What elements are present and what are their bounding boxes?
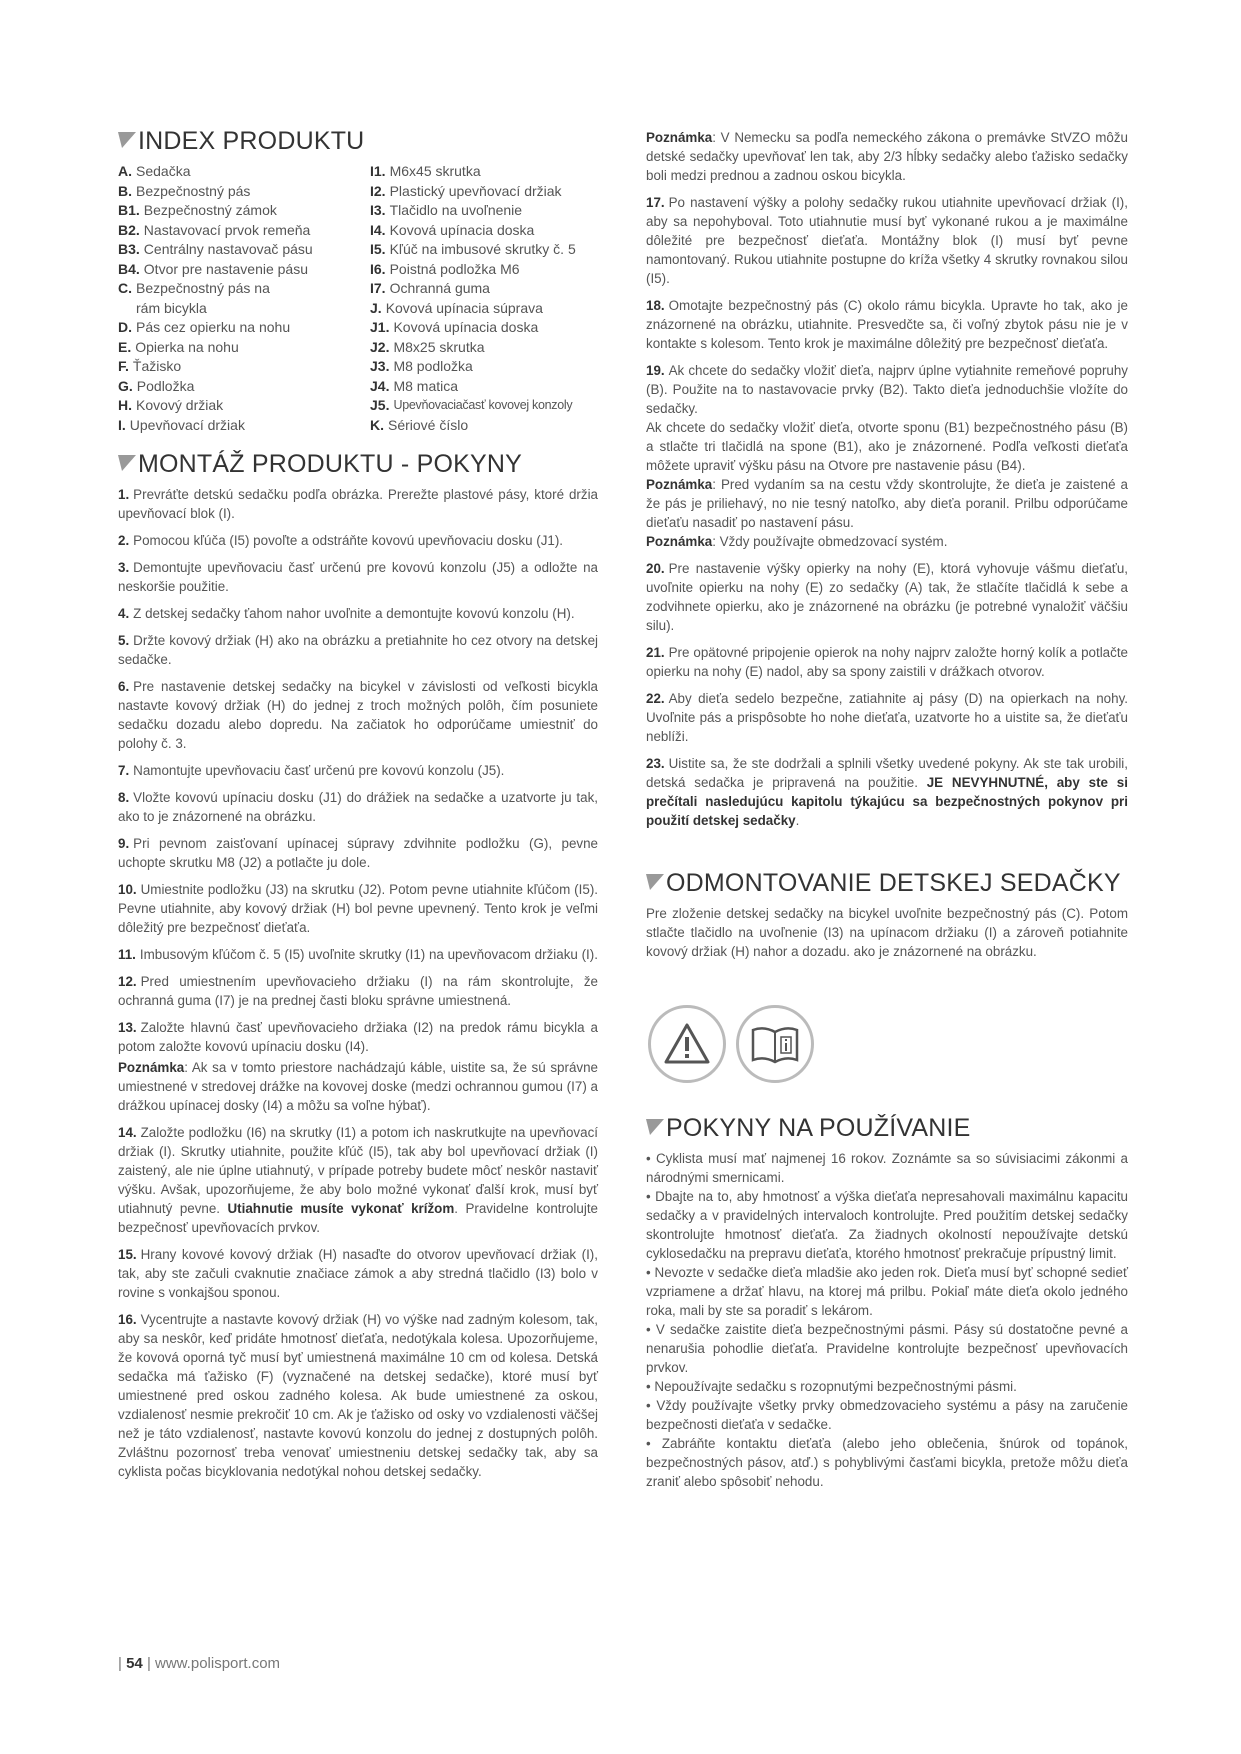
removal-heading: ODMONTOVANIE DETSKEJ SEDAČKY [646,868,1128,898]
index-entry: F. Ťažisko [118,358,182,374]
index-entry: B1. Bezpečnostný zámok [118,202,277,218]
step-21: 21. Pre opätovné pripojenie opierok na nohy najprv založte horný kolík a potlačte opierku na nohy (E) nadol, aby sa spony zaistili v drážkach otvorov. [646,645,1128,679]
index-entry: A. Sedačka [118,163,191,179]
index-entry: I. Upevňovací držiak [118,416,245,433]
step-18: 18. Omotajte bezpečnostný pás (C) okolo rámu bicykla. Upravte ho tak, ako je znázornené na obrázku, utiahnite. Presvedčte sa, či voľný zbytok pásu nie je v kontakte s kolesom. Tento krok je maximálne dôležitý pre bezpečnosť dieťaťa. [646,298,1128,351]
index-entry: J. Kovová upínacia súprava [370,299,543,316]
assembly-step: 5. Držte kovový držiak (H) ako na obrázku a pretiahnite ho cez otvory na detskej sedačke. [118,633,598,667]
assembly-steps [118,485,598,1056]
assembly-step: 9. Pri pevnom zaisťovaní upínacej súpravy zdvihnite podložku (G), pevne uchopte skrutku M8 (J2) a potlačte ju dole. [118,836,598,870]
index-entry: I1. M6x45 skrutka [370,163,481,179]
index-entry: B2. Nastavovací prvok remeňa [118,221,311,238]
footer: | 54 | www.polisport.com [118,1655,281,1672]
step-16: 16. Vycentrujte a nastavte kovový držiak (H) vo výške nad zadným kolesom, tak, aby sa neskôr, keď pridáte hmotnosť dieťaťa, nedotýkala kolesa. Upozorňujeme, že kovová oporná tyč musí byť umiestnená maximálne 10 cm od kolesa. Detská sedačka má ťažisko (F) (vyznačené na detskej sedačke), ktoré musí byť umiestnené pred oskou zadného kolesa. Ak bude umiestnené za oskou, vzdialenosť nesmie prekročiť 10 cm. Ak je ťažisko od osky vo vzdialenosti väčšej než je táto vzdialenosť, nastavte kovovú konzolu do jednej z dostupných polôh. Zvláštnu pozornosť treba venovať umiestneniu detskej sedačky tak, aby sa cyklista počas bicyklovania nedotýkal nohou detskej sedačky. [118,1312,598,1479]
index-entry: D. Pás cez opierku na nohu [118,319,291,335]
assembly-step: 3. Demontujte upevňovaciu časť určenú pre kovovú konzolu (J5) a odložte na neskoršie použitie. [118,560,598,594]
usage-item: • Nevozte v sedačke dieťa mladšie ako jeden rok. Dieťa musí byť schopné sedieť vzpriamene a držať hlavu, na ktorej má prilbu. Pokiaľ máte dieťa okolo jedného roka, mali by ste sa poradiť s lekárom. [646,1265,1128,1318]
usage-item: • Cyklista musí mať najmenej 16 rokov. Zoznámte sa so súvisiacimi zákonmi a národnými smernicami. [646,1151,1128,1185]
assembly-step: 4. Z detskej sedačky ťahom nahor uvoľnite a demontujte kovovú konzolu (H). [118,606,575,621]
step-17: 17. Po nastavení výšky a polohy sedačky rukou utiahnite upevňovací držiak (I), aby sa nepohyboval. Toto utiahnutie musí byť vykonané rukou a je maximálne dôležité pre bezpečnosť dieťaťa. Montážny blok (I) musí byť pevne namontovaný. Rukou utiahnite postupne do kríža všetky 4 skrutky rovnakou silou (I5). [646,195,1128,286]
index-entry: J5. Upevňovaciačasť kovovej konzoly [370,397,573,413]
index-entry: I3. Tlačidlo na uvoľnenie [370,202,523,218]
index-entry: I5. Kľúč na imbusové skrutky č. 5 [370,241,576,257]
page-number: 54 [126,1655,143,1672]
assembly-step: 10. Umiestnite podložku (J3) na skrutku (J2). Potom pevne utiahnite kľúčom (I5). Pevne utiahnite, aby kovový držiak (H) bol pevne upevnený. Tento krok je veľmi dôležitý pre bezpečnosť dieťaťa. [118,882,598,935]
read-manual-icon [736,1005,814,1083]
assembly-heading: MONTÁŽ PRODUKTU - POKYNY [118,449,598,479]
step-19-detail: Ak chcete do sedačky vložiť dieťa, otvorte sponu (B1) bezpečnostného pásu (B) a stlačte tri tlačidlá na spone (B1), ako je znázornené. Podľa veľkosti dieťaťa môžete upraviť výšku pásu na Otvore pre nastavenie pásu (B4). [646,420,1128,473]
index-entry: B3. Centrálny nastavovač pásu [118,241,313,257]
note-germany: Poznámka: V Nemecku sa podľa nemeckého zákona o premávke StVZO môžu detské sedačky upevňovať len tak, aby 2/3 hĺbky sedačky alebo ťažisko sedačky boli medzi prednou a zadnou oskou bicykla. [646,130,1128,183]
step-23: 23. Uistite sa, že ste dodržali a splnili všetky uvedené pokyny. Ak ste tak urobili, detská sedačka je pripravená na použitie. JE NEVYHNUTNÉ, aby ste si prečítali nasledujúcu kapitolu týkajúcu sa bezpečnostných pokynov pri použití detskej sedačky. [646,756,1128,828]
index-entry: B4. Otvor pre nastavenie pásu [118,260,309,277]
usage-item: • Vždy používajte všetky prvky obmedzovacieho systému a pásy na zaručenie bezpečnosti dieťaťa v sedačke. [646,1398,1128,1432]
usage-list [646,1149,1128,1491]
index-entry: J3. M8 podložka [370,358,473,374]
index-entry: J2. M8x25 skrutka [370,338,485,355]
assembly-step: 2. Pomocou kľúča (I5) povoľte a odstráňte kovovú upevňovaciu dosku (J1). [118,533,564,548]
index-entry: B. Bezpečnostný pás [118,182,251,199]
left-column [118,126,598,1489]
index-entry: I6. Poistná podložka M6 [370,260,520,277]
step-15: 15. Hrany kovové kovový držiak (H) nasaďte do otvorov upevňovací držiak (I), tak, aby ste začuli cvaknutie značiace zámok a aby stredná tlačidlo (I3) bolo v rovine s vonkajšou sponou. [118,1247,598,1300]
index-entry: C. Bezpečnostný pás na rám bicykla [118,280,270,316]
assembly-step: 6. Pre nastavenie detskej sedačky na bicykel v závislosti od veľkosti bicykla nastavte kovový držiak (H) do jednej z troch možných polôh, čím posuniete sedačku dozadu alebo dopredu. Na začiatok ho odporúčame umiestniť do polohy č. 3. [118,679,598,751]
usage-heading: POKYNY NA POUŽÍVANIE [646,1113,1128,1143]
index-column-2 [370,162,598,435]
step-19: 19. Ak chcete do sedačky vložiť dieťa, najprv úplne vytiahnite remeňové popruhy (B). Použite na to nastavovacie prvky (B2). Takto dieťa jednoduchšie vložíte do sedačky. [646,363,1128,416]
pictogram-row [648,1005,1128,1083]
step-14: 14. Založte podložku (I6) na skrutky (I1) a potom ich naskrutkujte na upevňovací držiak (I). Skrutky utiahnite, použite kľúč (I5), tak aby bol upevňovací držiak (I) zaistený, ale nie úplne utiahnutý, v prípade potreby budete môcť neskôr nastaviť výšku. Avšak, upozorňujeme, že aby bolo možné vykonať ďalší krok, musí byť utiahnutý pevne. Utiahnutie musíte vykonať krížom. Pravidelne kontrolujte bezpečnosť upevňovacích prvkov. [118,1125,598,1235]
note-19b: Poznámka: Vždy používajte obmedzovací systém. [646,534,948,549]
right-column [646,128,1128,1491]
assembly-step: 8. Vložte kovovú upínaciu dosku (J1) do drážiek na sedačke a uzatvorte ju tak, ako to je znázornené na obrázku. [118,790,598,824]
removal-text: Pre zloženie detskej sedačky na bicykel uvoľnite bezpečnostný pás (C). Potom stlačte tlačidlo na uvoľnenie (I3) na upínacom držiaku (I) a zároveň potiahnite kovový držiak (H) nahor a dozadu. ako je znázornené na obrázku. [646,906,1128,959]
assembly-step: 13. Založte hlavnú časť upevňovacieho držiaka (I2) na predok rámu bicykla a potom založte kovovú upínaciu dosku (I4). [118,1020,598,1054]
assembly-step: 11. Imbusovým kľúčom č. 5 (I5) uvoľnite skrutky (I1) na upevňovacom držiaku (I). [118,947,598,962]
assembly-step: 12. Pred umiestnením upevňovacieho držiaku (I) na rám skontrolujte, že ochranná guma (I7) je na prednej časti bloku správne umiestnená. [118,974,598,1008]
note-19a: Poznámka: Pred vydaním sa na cestu vždy skontrolujte, že dieťa je zaistené a že pás je priliehavý, no nie tesný natoľko, aby dieťa poranil. Prilbu odporúčame dieťaťu nasadiť po nastavení pásu. [646,477,1128,530]
index-heading: INDEX PRODUKTU [118,126,598,156]
index-entry: I2. Plastický upevňovací držiak [370,182,562,199]
warning-icon [648,1005,726,1083]
index-entry: J1. Kovová upínacia doska [370,319,539,335]
index-entry: H. Kovový držiak [118,397,224,413]
index-entry: J4. M8 matica [370,377,459,394]
usage-item: • Zabráňte kontaktu dieťaťa (alebo jeho oblečenia, šnúrok od topánok, bezpečnostných pásov, atď.) s pohyblivými časťami bicykla, pretože môžu dieťa zraniť alebo spôsobiť nehodu. [646,1436,1128,1489]
index-entry: G. Podložka [118,377,195,394]
assembly-step: 1. Prevráťte detskú sedačku podľa obrázka. Prerežte plastové pásy, ktoré držia upevňovací blok (I). [118,487,598,521]
index-entry: E. Opierka na nohu [118,338,239,355]
heading-mark-icon [118,453,136,471]
heading-mark-icon [646,1117,664,1135]
index-entry: I7. Ochranná guma [370,280,490,296]
footer-url[interactable]: www.polisport.com [155,1655,281,1672]
step-20: 20. Pre nastavenie výšky opierky na nohy (E), ktorá vyhovuje vášmu dieťaťu, uvoľnite opierku na nohy (E) zo sedačky (A) tak, že stlačíte tlačidlá k sebe a zodvihnete opierku, ako je znázornené na obrázku (je potrebné vynaložiť väčšiu silu). [646,561,1128,633]
heading-mark-icon [646,872,664,890]
product-index [118,162,598,435]
usage-item: • Nepoužívajte sedačku s rozopnutými bezpečnostnými pásmi. [646,1379,1017,1394]
heading-mark-icon [118,130,136,148]
usage-item: • V sedačke zaistite dieťa bezpečnostnými pásmi. Pásy sú dostatočne pevné a nenarušia pohodlie dieťaťa. Pravidelne kontrolujte bezpečnosť upevňovacích prvkov. [646,1322,1128,1375]
index-entry: K. Sériové číslo [370,416,469,433]
step-22: 22. Aby dieťa sedelo bezpečne, zatiahnite aj pásy (D) na opierkach na nohy. Uvoľnite pás a prispôsobte ho nohe dieťaťa, uzatvorte ho a uistite sa, že dieťaťu neblíži. [646,691,1128,744]
index-entry: I4. Kovová upínacia doska [370,221,535,238]
note-13: Poznámka: Ak sa v tomto priestore nachádzajú káble, uistite sa, že sú správne umiestnené v stredovej drážke na kovovej doske (medzi ochrannou gumou (I7) a drážkou upínacej dosky (I4) a môžu sa voľne hýbať). [118,1060,598,1113]
assembly-step: 7. Namontujte upevňovaciu časť určenú pre kovovú konzolu (J5). [118,763,505,778]
usage-item: • Dbajte na to, aby hmotnosť a výška dieťaťa nepresahovali maximálnu kapacitu sedačky a v pravidelných intervaloch kontrolujte. Pred použitím detskej sedačky skontrolujte hmotnosť dieťaťa. Za žiadnych okolností nepoužívajte detskú cyklosedačku na prepravu dieťaťa, ktorého hmotnosť prekračuje prípustný limit. [646,1189,1128,1261]
index-column-1 [118,162,370,435]
